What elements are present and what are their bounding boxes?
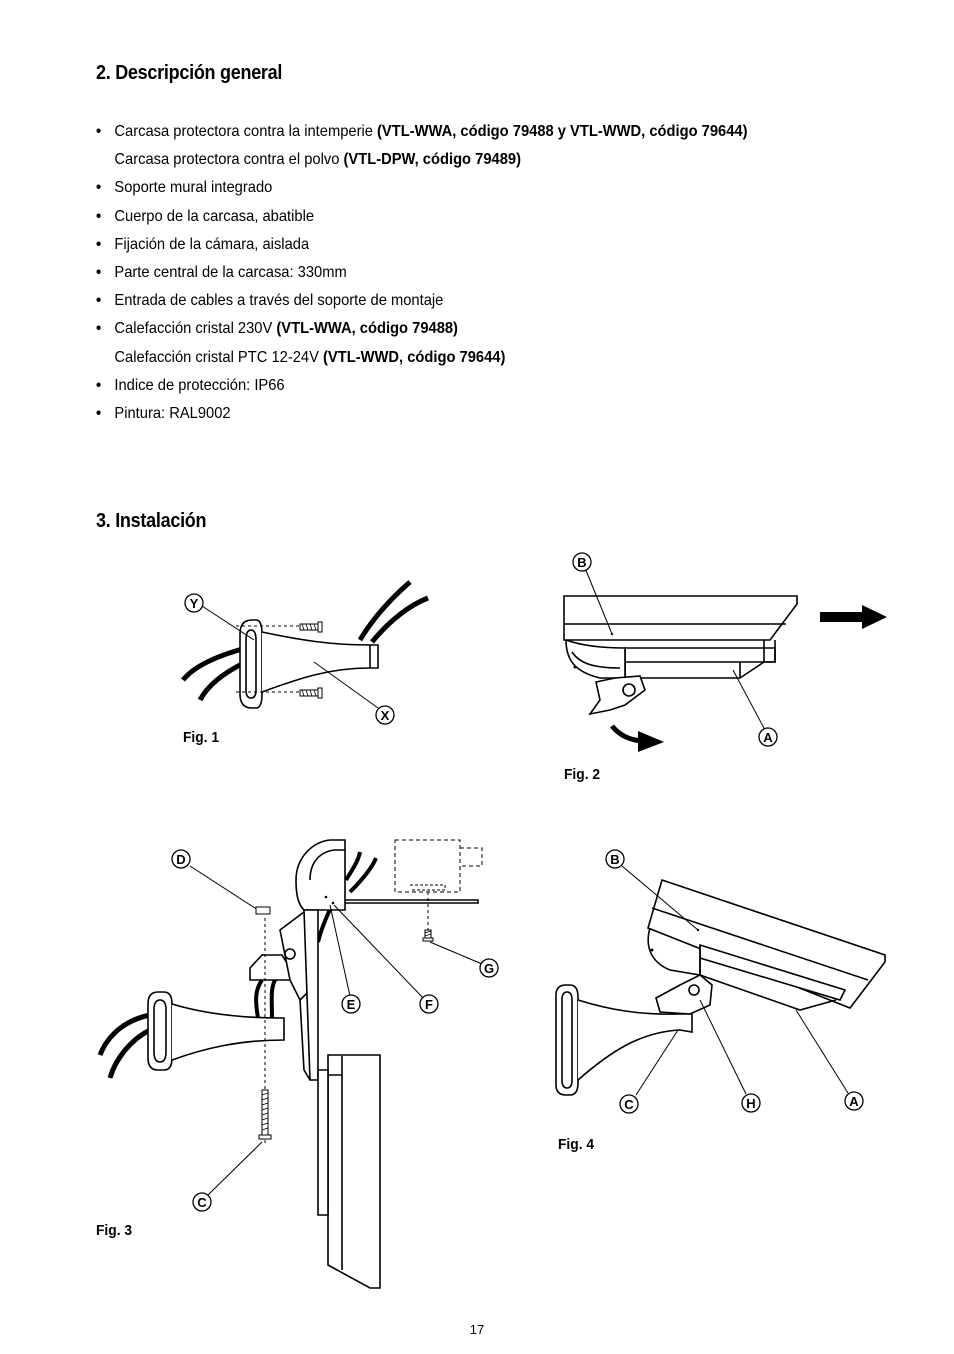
list-item-text: Pintura: RAL9002 (114, 404, 231, 422)
svg-text:F: F (425, 997, 433, 1012)
fig4-label-c (620, 1095, 638, 1113)
fig2-drawing (564, 568, 797, 741)
bullet-dot: • (96, 292, 102, 310)
fig3-label-f (420, 995, 438, 1013)
list-item-text: Soporte mural integrado (114, 179, 273, 197)
fig2-label-b (573, 553, 591, 571)
fig4-label-b (606, 850, 624, 868)
list-item-model: (VTL-WWA, código 79488) (276, 320, 458, 338)
list-item-model: (VTL-WWA, código 79488 y VTL-WWD, código 79644) (377, 123, 748, 140)
list-item-text: Cuerpo de la carcasa, abatible (114, 207, 315, 225)
fig2-caption: Fig. 2 (564, 766, 601, 783)
section-2-title: 2. Descripción general (96, 62, 283, 84)
bullet-dot: • (96, 263, 102, 281)
list-item-text: Indice de protección: IP66 (114, 376, 285, 394)
list-item-text: Parte central de la carcasa: 330mm (114, 263, 347, 281)
section-3-title: 3. Instalación (96, 510, 207, 532)
list-item-text: Fijación de la cámara, aislada (114, 235, 310, 253)
fig3-drawing (100, 840, 482, 1288)
fig4-drawing (556, 866, 885, 1095)
fig4-label-a (845, 1092, 863, 1110)
bullet-dot: • (96, 123, 102, 140)
svg-text:C: C (624, 1097, 634, 1112)
fig2-label-a (759, 728, 777, 746)
svg-text:Y: Y (189, 596, 199, 611)
svg-text:C: C (197, 1195, 207, 1210)
list-item-text: Calefacción cristal PTC 12-24V (114, 348, 324, 366)
svg-text:B: B (610, 852, 620, 867)
fig1-drawing (183, 582, 428, 708)
fig1-label-y (185, 594, 203, 612)
svg-text:X: X (380, 708, 390, 723)
bullet-dot: • (96, 320, 102, 338)
svg-text:H: H (746, 1096, 756, 1111)
fig4-label-h (742, 1094, 760, 1112)
svg-text:D: D (176, 852, 186, 867)
list-item-text: Carcasa protectora contra el polvo (114, 151, 344, 169)
svg-text:A: A (763, 730, 773, 745)
list-item-text: Entrada de cables a través del soporte de montaje (114, 292, 444, 310)
svg-text:E: E (346, 997, 356, 1012)
svg-text:G: G (483, 961, 495, 976)
fig1-label-x (376, 706, 394, 724)
fig3-label-g (480, 959, 498, 977)
bullet-dot: • (96, 404, 102, 422)
fig3-caption: Fig. 3 (96, 1222, 133, 1239)
fig3-label-d (172, 850, 190, 868)
bullet-dot: • (96, 235, 102, 253)
list-item-model: (VTL-WWD, código 79644) (323, 348, 506, 366)
bullet-dot: • (96, 376, 102, 394)
svg-text:B: B (577, 555, 587, 570)
list-item-text: Calefacción cristal 230V (114, 320, 277, 338)
bullet-dot: • (96, 207, 102, 225)
fig3-label-e (342, 995, 360, 1013)
fig3-label-c (193, 1193, 211, 1211)
list-item-text: Carcasa protectora contra la intemperie (114, 123, 378, 140)
bullet-dot: • (96, 179, 102, 197)
page-number: 17 (469, 1322, 485, 1337)
svg-text:A: A (849, 1094, 859, 1109)
list-item-model: (VTL-DPW, código 79489) (343, 151, 521, 169)
fig1-caption: Fig. 1 (183, 729, 220, 746)
fig4-caption: Fig. 4 (558, 1136, 595, 1153)
